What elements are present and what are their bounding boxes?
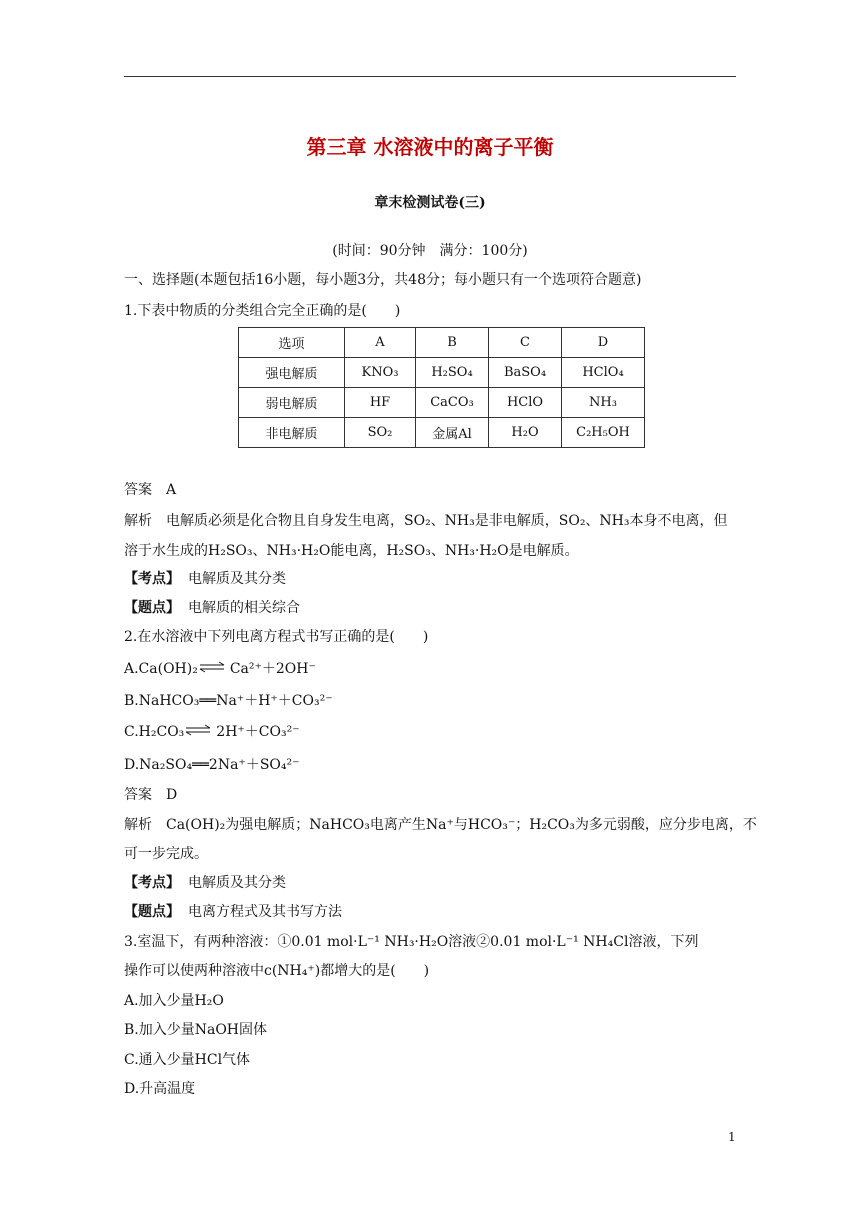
q3-stem-line-2: 操作可以使两种溶液中c(NH₄⁺)都增大的是( ): [124, 963, 430, 979]
table-cell: CaCO₃: [416, 388, 489, 418]
q3-option-c: C.通入少量HCl气体: [124, 1052, 251, 1068]
q3-stem-line-1: 3.室温下，有两种溶液：①0.01 mol·L⁻¹ NH₃·H₂O溶液②0.01 mol·L⁻¹ NH₄Cl溶液，下列: [124, 934, 699, 950]
option-a-right: Ca²⁺＋2OH⁻: [229, 661, 316, 677]
kaodian-label: 【考点】: [124, 875, 180, 891]
q2-answer: [124, 785, 177, 805]
table-header-cell: 选项: [239, 328, 345, 358]
table-header-cell: C: [489, 328, 562, 358]
q2-analysis-line-1: [124, 815, 757, 835]
q1-analysis-line-1: [124, 511, 728, 531]
q2-option-d: D.Na₂SO₄══2Na⁺＋SO₄²⁻: [124, 757, 300, 773]
reversible-arrow-icon: [184, 722, 216, 742]
classification-table: [238, 327, 645, 448]
analysis-text: Ca(OH)₂为强电解质；NaHCO₃电离产生Na⁺与HCO₃⁻；H₂CO₃为多元弱酸，应分步电离，不: [166, 817, 757, 833]
header-rule: [124, 76, 736, 77]
table-cell: 强电解质: [239, 358, 345, 388]
tidian-label: 【题点】: [124, 904, 180, 920]
analysis-text: 电解质必须是化合物且自身发生电离，SO₂、NH₃是非电解质，SO₂、NH₃本身不电离，但: [166, 513, 728, 529]
table-header-cell: B: [416, 328, 489, 358]
q1-kaodian: [124, 569, 286, 589]
table-header-cell: A: [345, 328, 416, 358]
table-cell: NH₃: [562, 388, 645, 418]
table-header-cell: D: [562, 328, 645, 358]
q2-tidian: [124, 902, 342, 922]
table-cell: H₂SO₄: [416, 358, 489, 388]
analysis-label: 解析: [124, 513, 152, 529]
reversible-arrow-icon: [198, 659, 230, 679]
kaodian-label: 【考点】: [124, 571, 180, 587]
option-c-left: C.H₂CO₃: [124, 724, 185, 740]
page-number: 1: [728, 1130, 736, 1144]
table-cell: 金属Al: [416, 418, 489, 448]
table-cell: HClO₄: [562, 358, 645, 388]
table-cell: H₂O: [489, 418, 562, 448]
table-row: [239, 358, 645, 388]
q2-analysis-line-2: 可一步完成。: [124, 846, 208, 862]
q2-option-c: [124, 722, 300, 742]
table-cell: SO₂: [345, 418, 416, 448]
table-cell: KNO₃: [345, 358, 416, 388]
chapter-title: 第三章 水溶液中的离子平衡: [306, 135, 554, 159]
table-cell: HClO: [489, 388, 562, 418]
answer-label: 答案: [124, 787, 152, 803]
q1-tidian: [124, 598, 300, 618]
answer-value: D: [166, 787, 178, 803]
q2-kaodian: [124, 873, 286, 893]
kaodian-text: 电解质及其分类: [188, 571, 286, 587]
table-cell: BaSO₄: [489, 358, 562, 388]
answer-value: A: [166, 482, 177, 498]
analysis-label: 解析: [124, 817, 152, 833]
table-row: [239, 388, 645, 418]
exam-subtitle: 章末检测试卷(三): [374, 195, 486, 211]
q3-option-d: D.升高温度: [124, 1081, 196, 1097]
answer-label: 答案: [124, 482, 152, 498]
table-cell: 弱电解质: [239, 388, 345, 418]
q1-analysis-line-2: 溶于水生成的H₂SO₃、NH₃·H₂O能电离，H₂SO₃、NH₃·H₂O是电解质。: [124, 543, 579, 559]
table-cell: C₂H₅OH: [562, 418, 645, 448]
table-cell: HF: [345, 388, 416, 418]
q1-answer: [124, 480, 176, 500]
q2-option-b: B.NaHCO₃══Na⁺＋H⁺＋CO₃²⁻: [124, 693, 333, 709]
table-header-row: [239, 328, 645, 358]
table-row: [239, 418, 645, 448]
section-heading: 一、选择题(本题包括16小题，每小题3分，共48分；每小题只有一个选项符合题意): [124, 272, 642, 288]
option-a-left: A.Ca(OH)₂: [124, 661, 198, 677]
q2-stem: 2.在水溶液中下列电离方程式书写正确的是( ): [124, 629, 429, 645]
tidian-label: 【题点】: [124, 600, 180, 616]
tidian-text: 电离方程式及其书写方法: [188, 904, 342, 920]
q1-stem: 1.下表中物质的分类组合完全正确的是( ): [124, 303, 401, 319]
time-info: (时间：90分钟 满分：100分): [332, 243, 528, 259]
q3-option-a: A.加入少量H₂O: [124, 993, 224, 1009]
q2-option-a: [124, 659, 316, 679]
table-cell: 非电解质: [239, 418, 345, 448]
option-c-right: 2H⁺＋CO₃²⁻: [216, 724, 300, 740]
kaodian-text: 电解质及其分类: [188, 875, 286, 891]
q3-option-b: B.加入少量NaOH固体: [124, 1022, 268, 1038]
tidian-text: 电解质的相关综合: [188, 600, 300, 616]
